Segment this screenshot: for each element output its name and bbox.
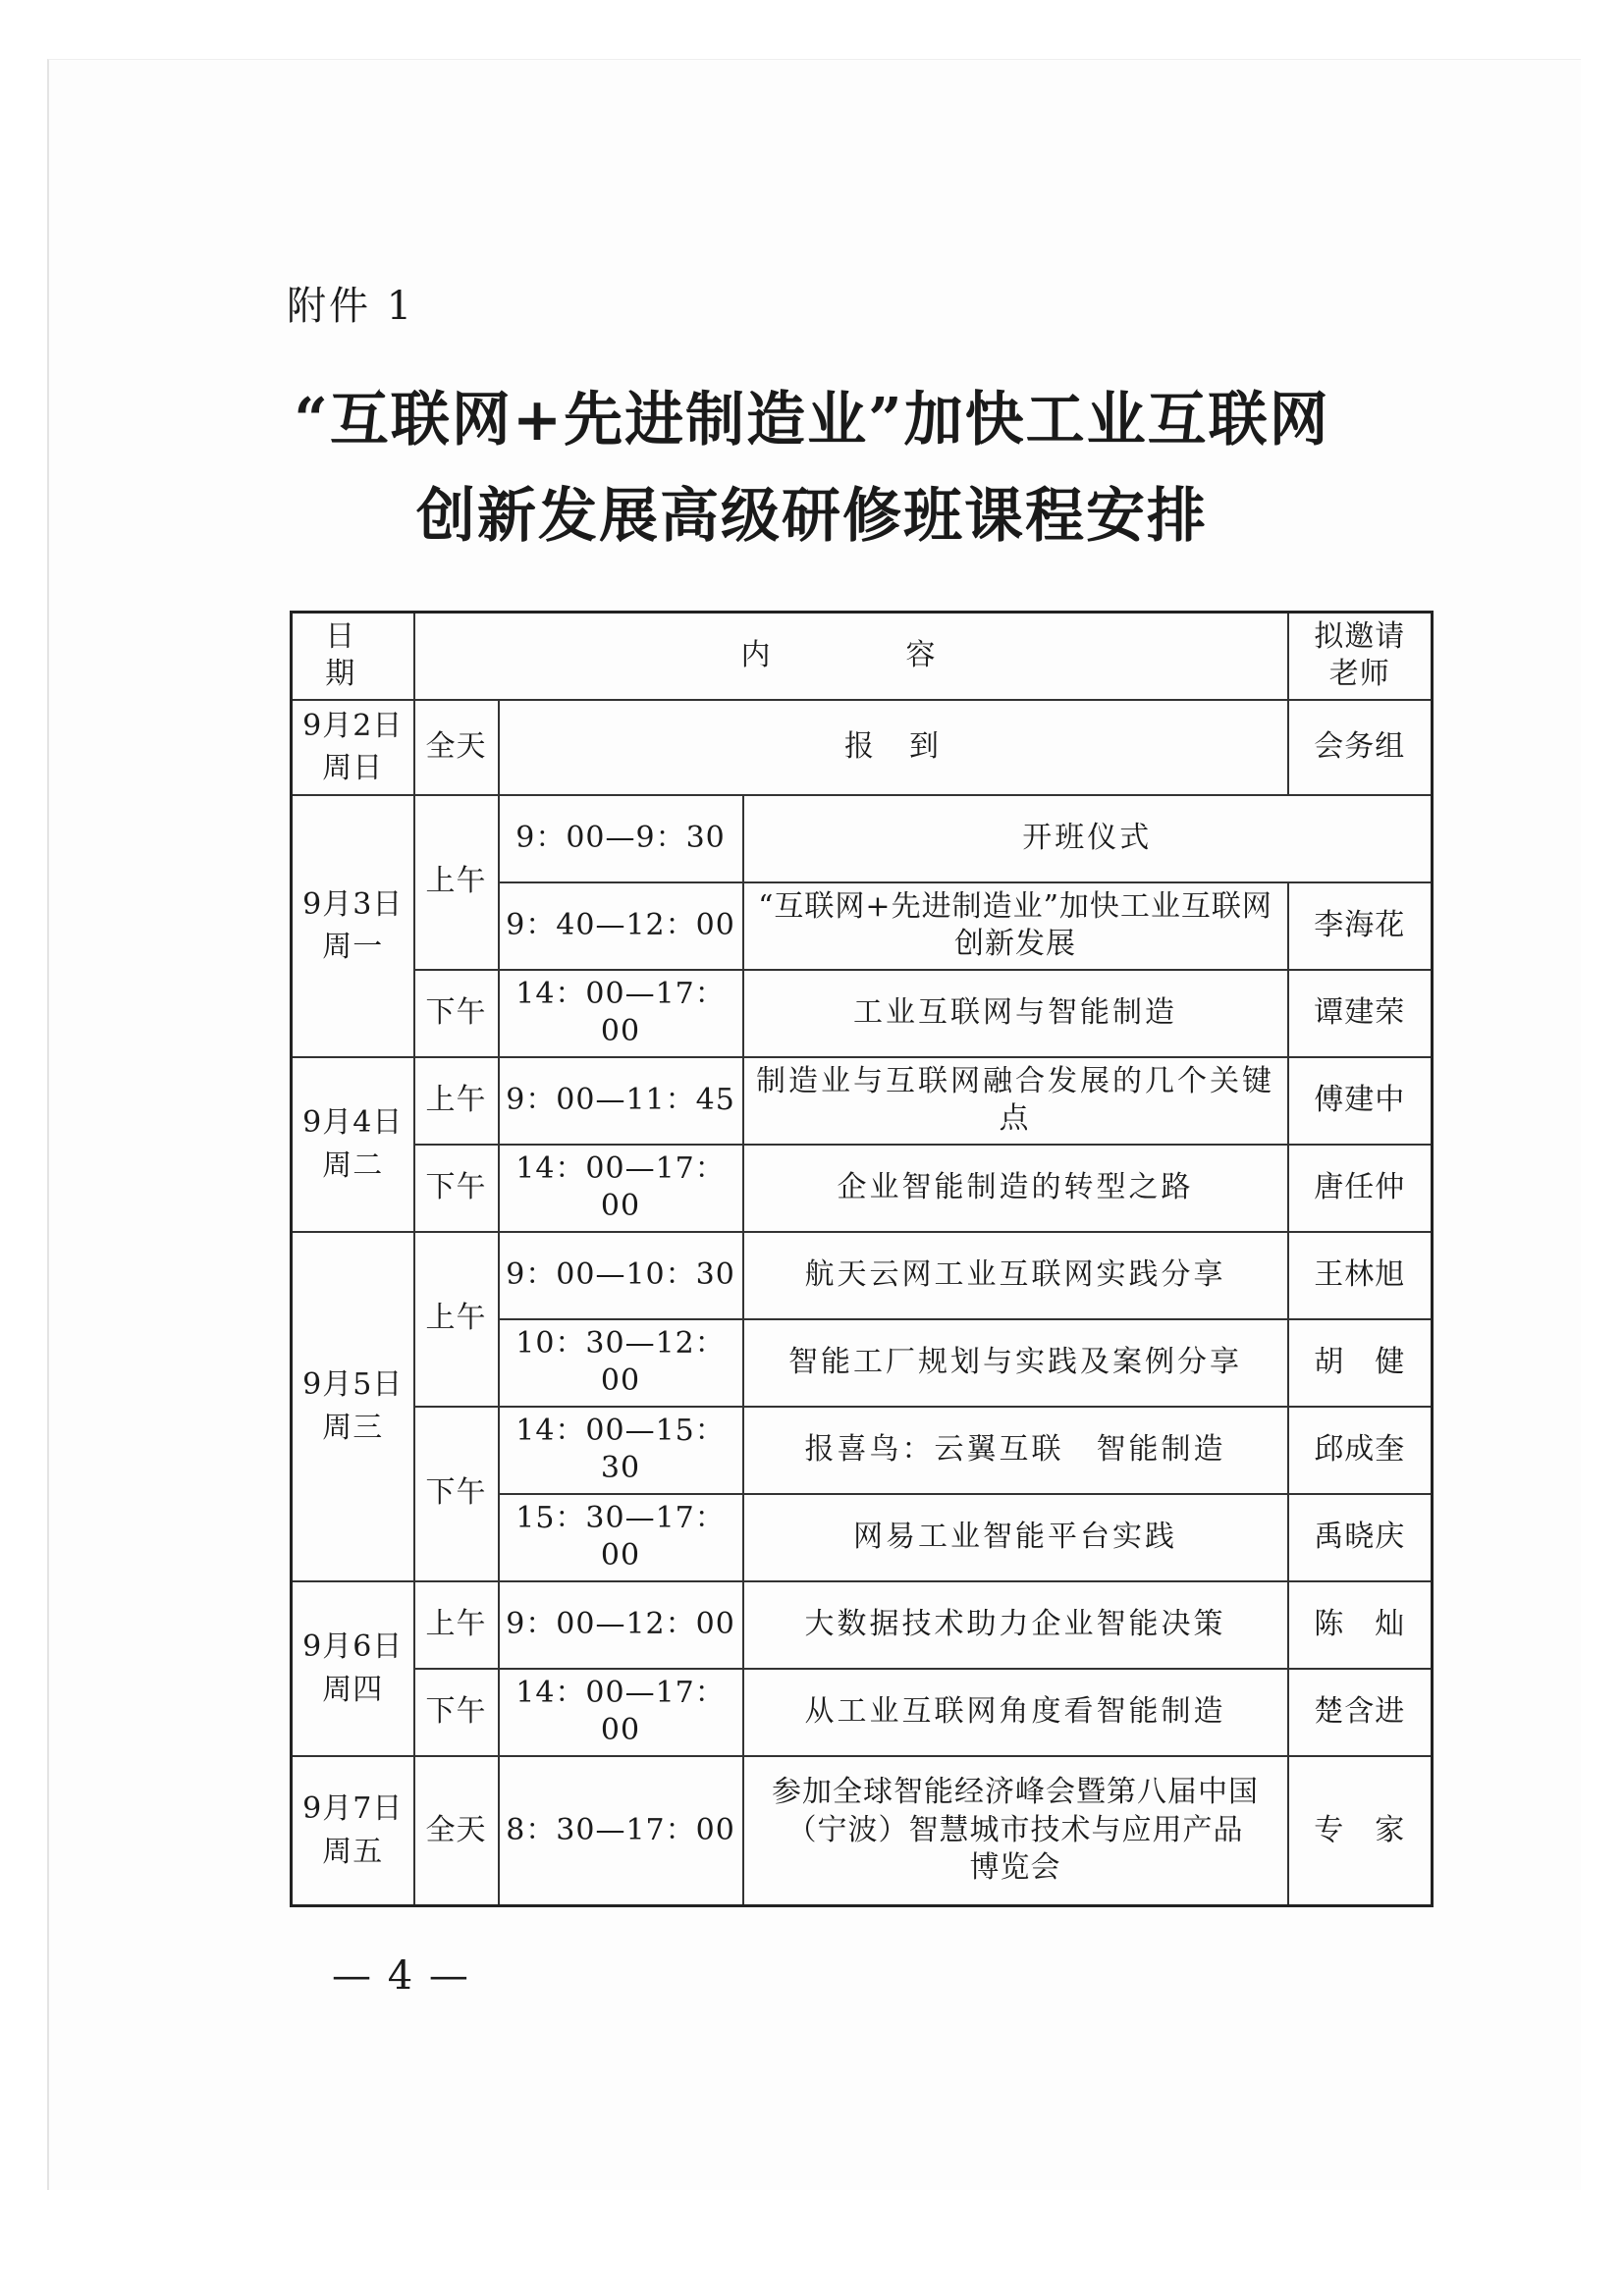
table-row	[292, 1669, 1433, 1756]
teacher-cell: 傅建中	[1288, 1057, 1433, 1145]
period-cell: 下午	[414, 1669, 499, 1756]
table-row	[292, 1232, 1433, 1319]
header-content: 内 容	[414, 613, 1288, 700]
header-teacher: 拟邀请 老师	[1288, 613, 1433, 700]
table-row	[292, 795, 1433, 882]
teacher-cell: 陈 灿	[1288, 1581, 1433, 1669]
teacher-cell: 楚含进	[1288, 1669, 1433, 1756]
time-cell: 9：00—9：30	[499, 795, 743, 882]
content-cell: 报喜鸟：云翼互联 智能制造	[743, 1407, 1288, 1494]
teacher-cell: 李海花	[1288, 882, 1433, 970]
table-row	[292, 1581, 1433, 1669]
teacher-cell: 会务组	[1288, 700, 1433, 795]
period-cell: 全天	[414, 700, 499, 795]
attachment-label: 附件 1	[287, 284, 415, 329]
teacher-cell: 禹晓庆	[1288, 1494, 1433, 1581]
teacher-cell: 王林旭	[1288, 1232, 1433, 1319]
header-date: 日 期	[292, 613, 414, 700]
table-row	[292, 970, 1433, 1057]
table-header-row	[292, 613, 1433, 700]
day-cell: 9月6日 周四	[292, 1581, 414, 1756]
content-cell: 大数据技术助力企业智能决策	[743, 1581, 1288, 1669]
content-cell: 智能工厂规划与实践及案例分享	[743, 1319, 1288, 1407]
teacher-cell: 专 家	[1288, 1756, 1433, 1906]
content-cell: 从工业互联网角度看智能制造	[743, 1669, 1288, 1756]
content-cell: 参加全球智能经济峰会暨第八届中国 （宁波）智慧城市技术与应用产品 博览会	[743, 1756, 1288, 1906]
period-cell: 下午	[414, 1407, 499, 1581]
period-cell: 下午	[414, 1145, 499, 1232]
period-cell: 上午	[414, 1057, 499, 1145]
content-cell: 航天云网工业互联网实践分享	[743, 1232, 1288, 1319]
period-cell: 全天	[414, 1756, 499, 1906]
teacher-cell: 唐任仲	[1288, 1145, 1433, 1232]
time-cell: 14：00—17：00	[499, 1145, 743, 1232]
teacher-cell: 邱成奎	[1288, 1407, 1433, 1494]
table-row	[292, 1407, 1433, 1494]
time-cell: 9：00—11：45	[499, 1057, 743, 1145]
content-cell: “互联网+先进制造业”加快工业互联网 创新发展	[743, 882, 1288, 970]
teacher-cell: 胡 健	[1288, 1319, 1433, 1407]
table-row	[292, 1145, 1433, 1232]
content-cell: 开班仪式	[743, 795, 1433, 882]
schedule-table	[290, 611, 1434, 1907]
time-cell: 8：30—17：00	[499, 1756, 743, 1906]
page-number: — 4 —	[332, 1953, 470, 1999]
content-cell: 报 到	[499, 700, 1288, 795]
table-row	[292, 700, 1433, 795]
table-row	[292, 1756, 1433, 1906]
day-cell: 9月2日 周日	[292, 700, 414, 795]
day-cell: 9月7日 周五	[292, 1756, 414, 1906]
table-row	[292, 1057, 1433, 1145]
content-cell: 制造业与互联网融合发展的几个关键点	[743, 1057, 1288, 1145]
time-cell: 14：00—17：00	[499, 1669, 743, 1756]
content-cell: 网易工业智能平台实践	[743, 1494, 1288, 1581]
period-cell: 上午	[414, 795, 499, 970]
time-cell: 15：30—17：00	[499, 1494, 743, 1581]
time-cell: 9：00—10：30	[499, 1232, 743, 1319]
time-cell: 10：30—12：00	[499, 1319, 743, 1407]
time-cell: 9：00—12：00	[499, 1581, 743, 1669]
time-cell: 14：00—15：30	[499, 1407, 743, 1494]
time-cell: 14：00—17：00	[499, 970, 743, 1057]
day-cell: 9月5日 周三	[292, 1232, 414, 1581]
day-cell: 9月3日 周一	[292, 795, 414, 1057]
document-title-line-2: 创新发展高级研修班课程安排	[416, 482, 1208, 551]
content-cell: 企业智能制造的转型之路	[743, 1145, 1288, 1232]
day-cell: 9月4日 周二	[292, 1057, 414, 1232]
time-cell: 9：40—12：00	[499, 882, 743, 970]
period-cell: 下午	[414, 970, 499, 1057]
period-cell: 上午	[414, 1232, 499, 1407]
content-cell: 工业互联网与智能制造	[743, 970, 1288, 1057]
period-cell: 上午	[414, 1581, 499, 1669]
document-title-line-1: “互联网+先进制造业”加快工业互联网	[294, 386, 1330, 454]
teacher-cell: 谭建荣	[1288, 970, 1433, 1057]
